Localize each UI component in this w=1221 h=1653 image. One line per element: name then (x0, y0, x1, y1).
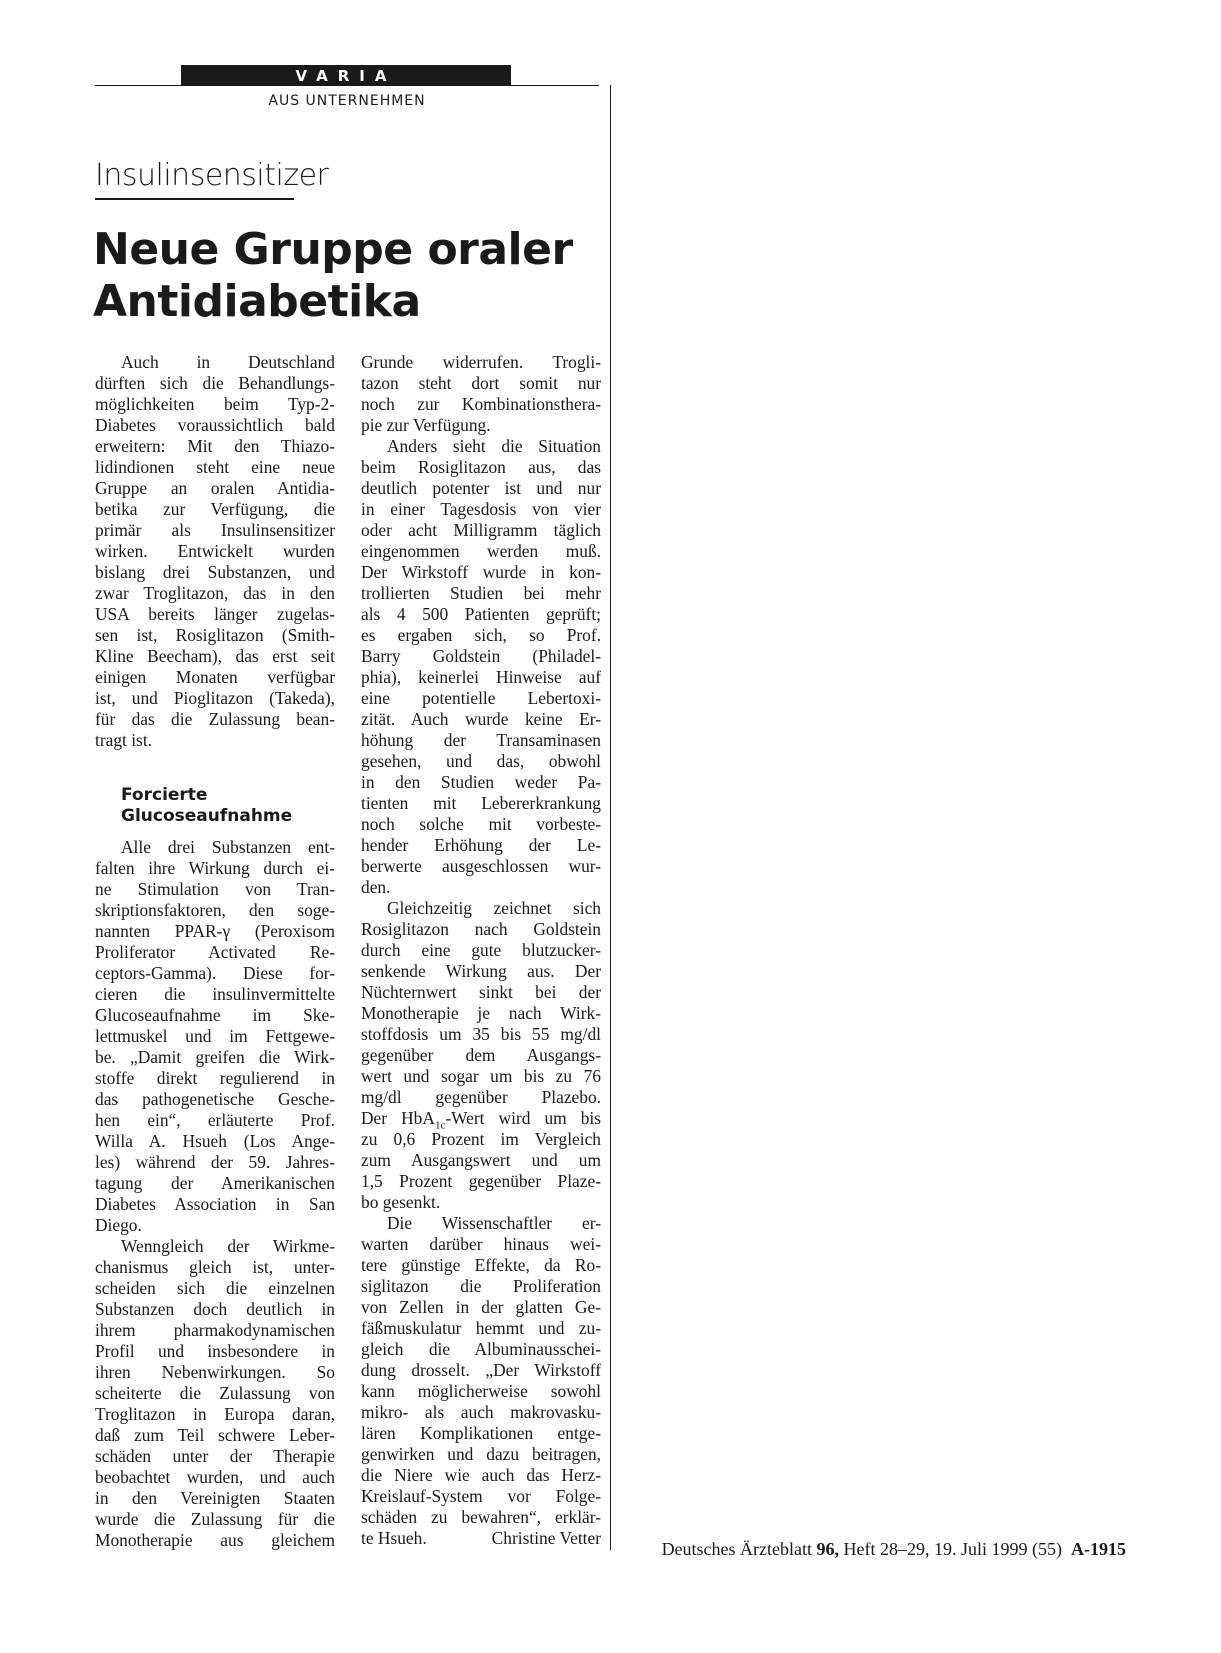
text-line: fäßmuskulatur hemmt und zu- (361, 1318, 601, 1338)
text-line: daß zum Teil schwere Leber- (95, 1425, 335, 1445)
text-line: gesehen, und das, obwohl (361, 751, 601, 771)
subheading (121, 785, 335, 827)
text-line: beobachtet wurden, und auch (95, 1467, 335, 1487)
text-line: deutlich potenter ist und nur (361, 478, 601, 498)
journal-issue: Heft 28–29, 19. Juli 1999 (55) (839, 1539, 1071, 1559)
text-line: Gleichzeitig zeichnet sich (387, 898, 601, 918)
text-line: ne Stimulation von Tran- (95, 879, 335, 899)
text-line: tragt ist. (95, 730, 152, 750)
text-line: Substanzen doch deutlich in (95, 1299, 335, 1319)
subheading-line: Glucoseaufnahme (121, 806, 293, 826)
hba-text-after: -Wert wird um bis (445, 1108, 602, 1128)
varia-banner (181, 65, 511, 86)
hba-subscript: 1c (434, 1119, 446, 1132)
paragraph (361, 1129, 601, 1213)
text-line: lettmuskel und im Fettgewe- (95, 1026, 335, 1046)
text-line: kann möglicherweise sowohl (361, 1381, 601, 1401)
text-line: primär als Insulinsensitizer (95, 520, 335, 540)
text-line: für das die Zulassung bean- (95, 709, 335, 729)
text-line: lären Komplikationen entge- (361, 1423, 601, 1443)
column-right (361, 352, 601, 1549)
text-line: siglitazon die Proliferation (361, 1276, 601, 1296)
text-line: Die Wissenschaftler er- (387, 1213, 601, 1233)
text-line: erweitern: Mit den Thiazo- (95, 436, 335, 456)
page-footer (662, 1538, 1126, 1560)
section-label: AUS UNTERNEHMEN (268, 93, 426, 109)
text-line: Gruppe an oralen Antidia- (95, 478, 335, 498)
text-line: genwirken und dazu beitragen, (361, 1444, 601, 1464)
text-line: noch zur Kombinationsthera- (361, 394, 601, 414)
text-line: beim Rosiglitazon aus, das (361, 457, 601, 477)
text-line: les) während der 59. Jahres- (95, 1152, 335, 1172)
text-line: lidindionen steht eine neue (95, 457, 335, 477)
text-line: tere günstige Effekte, da Ro- (361, 1255, 601, 1275)
paragraph (95, 352, 335, 751)
text-line (361, 1108, 602, 1132)
text-line: Glucoseaufnahme im Ske- (95, 1005, 335, 1025)
text-line: es ergaben sich, so Prof. (361, 625, 601, 645)
text-line: trollierten Studien bei mehr (361, 583, 601, 603)
text-line: Profil und insbesondere in (95, 1341, 335, 1361)
text-line: stoffdosis um 35 bis 55 mg/dl (361, 1024, 601, 1044)
author-byline: Christine Vetter (491, 1528, 601, 1548)
text-line: mikro- als auch makrovasku- (361, 1402, 601, 1422)
text-line: in den Vereinigten Staaten (95, 1488, 335, 1508)
column-left (95, 352, 335, 1551)
text-line: Nüchternwert sinkt bei der (361, 982, 601, 1002)
text-line: berwerte ausgeschlossen wur- (361, 856, 601, 876)
text-line: gegenüber dem Ausgangs- (361, 1045, 601, 1065)
text-line: Kreislauf-System vor Folge- (361, 1486, 601, 1506)
journal-name: Deutsches Ärzteblatt (661, 1539, 813, 1559)
text-line: Barry Goldstein (Philadel- (361, 646, 601, 666)
text-line: in einer Tagesdosis von vier (361, 499, 601, 519)
text-line: Proliferator Activated Re- (95, 942, 335, 962)
text-line: Der Wirkstoff wurde in kon- (361, 562, 601, 582)
text-line: betika zur Verfügung, die (95, 499, 335, 519)
text-line: warten darüber hinaus wei- (361, 1234, 601, 1254)
text-line: ist, und Pioglitazon (Takeda), (95, 688, 335, 708)
text-line: einigen Monaten verfügbar (95, 667, 335, 687)
kicker-underline (95, 198, 294, 200)
text-line: das pathogenetische Gesche- (95, 1089, 335, 1109)
text-line: 1,5 Prozent gegenüber Plaze- (361, 1171, 601, 1191)
page-number: A-1915 (1071, 1539, 1126, 1559)
text-line: oder acht Milligramm täglich (361, 520, 601, 540)
last-line-text: te Hsueh. (361, 1528, 427, 1548)
text-line: chanismus gleich ist, unter- (95, 1257, 335, 1277)
text-line: scheiden sich die einzelnen (95, 1278, 335, 1298)
text-line: noch solche mit vorbeste- (361, 814, 601, 834)
headline (93, 224, 613, 328)
paragraph (95, 837, 335, 1236)
text-line: cieren die insulinvermittelte (95, 984, 335, 1004)
paragraph (95, 1236, 335, 1551)
text-line: falten ihre Wirkung durch ei- (95, 858, 335, 878)
text-line: bislang drei Substanzen, und (95, 562, 335, 582)
text-line: als 4 500 Patienten geprüft; (361, 604, 601, 624)
text-line: eine potentielle Lebertoxi- (361, 688, 601, 708)
text-line: in den Studien weder Pa- (361, 772, 601, 792)
paragraph (361, 1213, 601, 1528)
text-line: schäden unter der Therapie (95, 1446, 335, 1466)
text-line: dung drosselt. „Der Wirkstoff (361, 1360, 601, 1380)
text-line: tagung der Amerikanischen (95, 1173, 335, 1193)
journal-volume: 96, (816, 1539, 840, 1559)
text-line: durch eine gute blutzucker- (361, 940, 601, 960)
text-line: Monotherapie aus gleichem (95, 1530, 335, 1550)
paragraph (361, 352, 601, 436)
text-line: zum Ausgangswert und um (361, 1150, 601, 1170)
text-line: gleich die Albuminausschei- (361, 1339, 601, 1359)
text-line: pie zur Verfügung. (361, 415, 491, 435)
text-line (361, 1528, 601, 1549)
text-line: wert und sogar um bis zu 76 (361, 1066, 601, 1086)
text-line: wurde die Zulassung für die (95, 1509, 335, 1529)
text-line: nannten PPAR-γ (Peroxisom (95, 921, 335, 941)
text-line: eingenommen werden muß. (361, 541, 601, 561)
text-line: Auch in Deutschland (121, 352, 335, 372)
text-line: von Zellen in der glatten Ge- (361, 1297, 601, 1317)
text-line: Diabetes Association in San (95, 1194, 335, 1214)
text-line: stoffe direkt regulierend in (95, 1068, 335, 1088)
text-line: ceptors-Gamma). Diese for- (95, 963, 335, 983)
kicker: Insulinsensitizer (95, 158, 329, 193)
text-line: Alle drei Substanzen ent- (121, 837, 335, 857)
hba-text: Der HbA (361, 1108, 435, 1128)
text-line: be. „Damit greifen die Wirk- (95, 1047, 335, 1067)
text-line: USA bereits länger zugelas- (95, 604, 335, 624)
text-line: ihrem pharmakodynamischen (95, 1320, 335, 1340)
text-line: tazon steht dort somit nur (361, 373, 601, 393)
text-line: phia), keinerlei Hinweise auf (361, 667, 601, 687)
text-line: hen ein“, erläuterte Prof. (95, 1110, 335, 1130)
text-line: schäden zu bewahren“, erklär- (361, 1507, 601, 1527)
text-line: Wenngleich der Wirkme- (121, 1236, 335, 1256)
text-line: die Niere wie auch das Herz- (361, 1465, 601, 1485)
text-line: Anders sieht die Situation (387, 436, 601, 456)
text-line: skriptionsfaktoren, den soge- (95, 900, 335, 920)
text-line: höhung der Transaminasen (361, 730, 601, 750)
text-line: zität. Auch wurde keine Er- (361, 709, 601, 729)
text-line: tienten mit Lebererkrankung (361, 793, 601, 813)
headline-line: Neue Gruppe oraler (93, 224, 573, 275)
text-line: wirken. Entwickelt wurden (95, 541, 335, 561)
text-line: ihren Nebenwirkungen. So (95, 1362, 335, 1382)
paragraph (361, 898, 601, 1108)
text-line: Kline Beecham), das erst seit (95, 646, 335, 666)
text-line: sen ist, Rosiglitazon (Smith- (95, 625, 335, 645)
text-line: den. (361, 877, 391, 897)
text-line: scheiterte die Zulassung von (95, 1383, 335, 1403)
text-line: hender Erhöhung der Le- (361, 835, 601, 855)
subheading-line: Forcierte (121, 785, 208, 805)
text-line: zu 0,6 Prozent im Vergleich (361, 1129, 601, 1149)
text-line: bo gesenkt. (361, 1192, 441, 1212)
text-line: Rosiglitazon nach Goldstein (361, 919, 601, 939)
text-line: dürften sich die Behandlungs- (95, 373, 335, 393)
text-line: Troglitazon in Europa daran, (95, 1404, 335, 1424)
text-line: Diego. (95, 1215, 142, 1235)
header-rule (95, 85, 599, 86)
paragraph (361, 436, 601, 898)
headline-line: Antidiabetika (93, 276, 421, 327)
text-line: Willa A. Hsueh (Los Ange- (95, 1131, 335, 1151)
banner-label: VARIA (295, 67, 397, 85)
text-line: mg/dl gegenüber Plazebo. (361, 1087, 601, 1107)
text-line: Diabetes voraussichtlich bald (95, 415, 335, 435)
text-line: Monotherapie je nach Wirk- (361, 1003, 601, 1023)
text-line: möglichkeiten beim Typ-2- (95, 394, 335, 414)
text-line: zwar Troglitazon, das in den (95, 583, 335, 603)
text-line: senkende Wirkung aus. Der (361, 961, 601, 981)
text-line: Grunde widerrufen. Trogli- (361, 352, 601, 372)
